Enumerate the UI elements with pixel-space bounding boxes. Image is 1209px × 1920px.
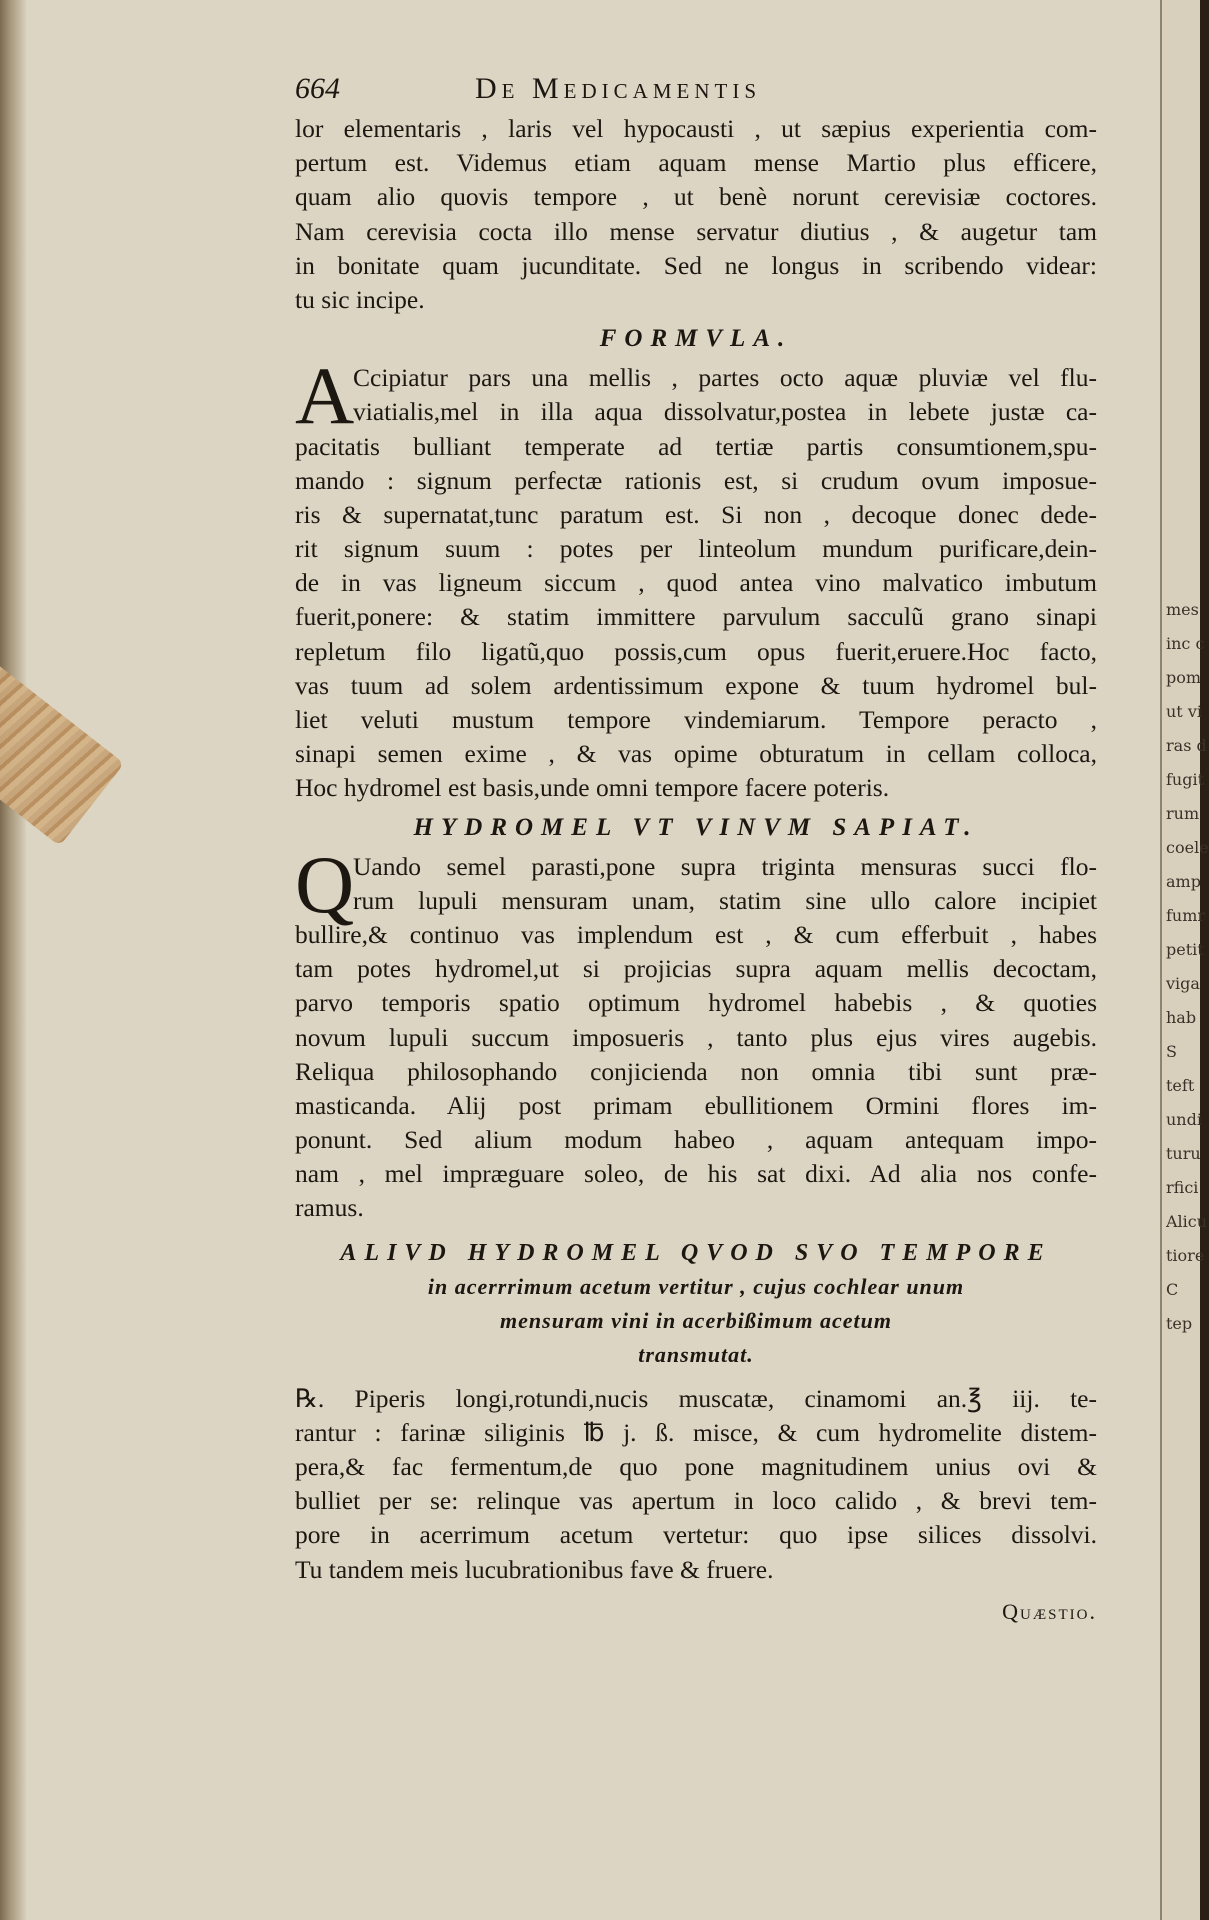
heading-line: mensuram vini in acerbißimum acetum xyxy=(500,1307,892,1333)
text-line: Hoc hydromel est basis,unde omni tempore facere poteris. xyxy=(295,773,890,803)
aliud-paragraph xyxy=(295,1382,1097,1587)
next-page-fragment: undi xyxy=(1166,1110,1202,1129)
catchword: Quæstio. xyxy=(1002,1598,1097,1624)
text-line: ℞. Piperis longi,rotundi,nucis muscatæ, cinamomi an.℥ iij. te- xyxy=(295,1383,1097,1413)
next-page-fragment: tiore xyxy=(1166,1246,1205,1265)
text-line: mando : signum perfectæ rationis est, si crudum ovum imposue- xyxy=(295,465,1097,495)
next-page-fragment: rfici xyxy=(1166,1178,1199,1197)
next-page-fragment: S xyxy=(1166,1042,1177,1061)
text-line: Reliqua philosophando conjicienda non omnia tibi sunt præ- xyxy=(295,1056,1097,1086)
drop-cap: Q xyxy=(295,838,355,930)
heading-line: transmutat. xyxy=(638,1341,754,1367)
next-page-fragment: fugit xyxy=(1166,770,1205,789)
text-line: parvo temporis spatio optimum hydromel habebis , & quoties xyxy=(295,988,1097,1018)
next-page-fragment: rum xyxy=(1166,804,1200,823)
next-page-fragment: viga xyxy=(1166,974,1200,993)
next-page-fragment: pom xyxy=(1166,668,1202,687)
text-line: Uando semel parasti,pone supra triginta mensuras succi flo- xyxy=(353,851,1097,881)
text-line: in bonitate quam jucunditate. Sed ne longus in scribendo videar: xyxy=(295,250,1097,280)
text-line: tam potes hydromel,ut si projicias supra aquam mellis decoctam, xyxy=(295,954,1097,984)
next-page-fragment: amp xyxy=(1166,872,1201,891)
text-line: Tu tandem meis lucubrationibus fave & fruere. xyxy=(295,1554,774,1584)
text-line: vas tuum ad solem ardentissimum expone & tuum hydromel bul- xyxy=(295,670,1097,700)
adjacent-page-edge xyxy=(1160,0,1209,1920)
text-line: tu sic incipe. xyxy=(295,284,425,314)
next-page-fragment: teft xyxy=(1166,1076,1195,1095)
next-page-fragment: hab xyxy=(1166,1008,1197,1027)
next-page-fragment: Alicu xyxy=(1166,1212,1208,1231)
text-line: quam alio quovis tempore , ut benè norunt cerevisiæ coctores. xyxy=(295,182,1097,212)
intro-paragraph xyxy=(295,112,1097,317)
next-page-fragment: turu xyxy=(1166,1144,1201,1163)
text-line: de in vas ligneum siccum , quod antea vino malvatico imbutum xyxy=(295,568,1097,598)
text-line: repletum filo ligatũ,quo possis,cum opus fuerit,eruere.Hoc facto, xyxy=(295,636,1097,666)
vinum-paragraph xyxy=(295,838,1097,1226)
text-line: fuerit,ponere: & statim immittere parvulum sacculũ grano sinapi xyxy=(295,602,1097,632)
text-line: ponunt. Sed alium modum habeo , aquam antequam impo- xyxy=(295,1125,1097,1155)
text-line: pera,& fac fermentum,de quo pone magnitudinem unius ovi & xyxy=(295,1452,1097,1481)
text-line: bullire,& continuo vas implendum est , & cum efferbuit , habes xyxy=(295,919,1097,949)
next-page-fragment: petit xyxy=(1166,940,1204,959)
text-line: pore in acerrimum acetum vertetur: quo ipse silices dissolvi. xyxy=(295,1520,1097,1550)
next-page-fragment: C xyxy=(1166,1280,1179,1299)
text-line: pertum est. Videmus etiam aquam mense Martio plus efficere, xyxy=(295,148,1097,178)
text-line: ramus. xyxy=(295,1193,364,1223)
text-line: rantur : farinæ siliginis ℔ j. ß. misce, & cum hydromelite distem- xyxy=(295,1417,1097,1447)
text-line: Ccipiatur pars una mellis , partes octo aquæ pluviæ vel flu- xyxy=(353,363,1097,393)
next-page-fragment: fumr xyxy=(1166,906,1206,925)
formula-paragraph xyxy=(295,350,1097,805)
text-line: rit signum suum : potes per linteolum mundum purificare,dein- xyxy=(295,534,1097,564)
text-line: novum lupuli succum imposueris , tanto plus ejus vires augebis. xyxy=(295,1022,1097,1052)
next-page-fragment: mes xyxy=(1166,600,1199,619)
text-line: lor elementaris , laris vel hypocausti , ut sæpius experientia com- xyxy=(295,114,1097,143)
page-header xyxy=(295,72,1097,106)
text-line: liet veluti mustum tempore vindemiarum. Tempore peracto , xyxy=(295,705,1097,734)
running-head: De Medicamentis xyxy=(475,72,761,105)
binding-gutter xyxy=(0,0,26,1920)
next-page-fragment: inc c xyxy=(1166,634,1205,653)
heading-line: ALIVD HYDROMEL QVOD SVO TEMPORE xyxy=(340,1239,1052,1266)
text-line: viatialis,mel in illa aqua dissolvatur,postea in lebete justæ ca- xyxy=(353,397,1097,427)
next-page-fragment: tep xyxy=(1166,1314,1193,1333)
section-heading-formula: FORMVLA. xyxy=(599,325,793,353)
text-line: ris & supernatat,tunc paratum est. Si non , decoque donec dede- xyxy=(295,499,1097,529)
heading-line: in acerrrimum acetum vertitur , cujus cochlear unum xyxy=(427,1273,965,1299)
text-line: nam , mel impræguare soleo, de his sat dixi. Ad alia nos confe- xyxy=(295,1159,1097,1189)
text-line: bulliet per se: relinque vas apertum in loco calido , & brevi tem- xyxy=(295,1486,1097,1516)
drop-cap: A xyxy=(295,350,355,442)
text-block xyxy=(295,72,1097,1625)
next-page-fragment: ras d xyxy=(1166,736,1207,755)
text-line: rum lupuli mensuram unam, statim sine ullo calore incipiet xyxy=(353,885,1097,915)
text-line: sinapi semen exime , & vas opime obturatum in cellam colloca, xyxy=(295,739,1097,769)
section-heading-vinum: HYDROMEL VT VINVM SAPIAT. xyxy=(413,813,979,841)
next-page-fragment: coele xyxy=(1166,838,1209,857)
page-number: 664 xyxy=(295,72,340,105)
text-line: pacitatis bulliant temperate ad tertiæ partis consumtionem,spu- xyxy=(295,431,1097,461)
text-line: masticanda. Alij post primam ebullitionem Ormini flores im- xyxy=(295,1090,1097,1120)
next-page-fragment: ut vi xyxy=(1166,702,1202,721)
text-line: Nam cerevisia cocta illo mense servatur diutius , & augetur tam xyxy=(295,216,1097,246)
section-heading-aliud xyxy=(295,1236,1097,1372)
